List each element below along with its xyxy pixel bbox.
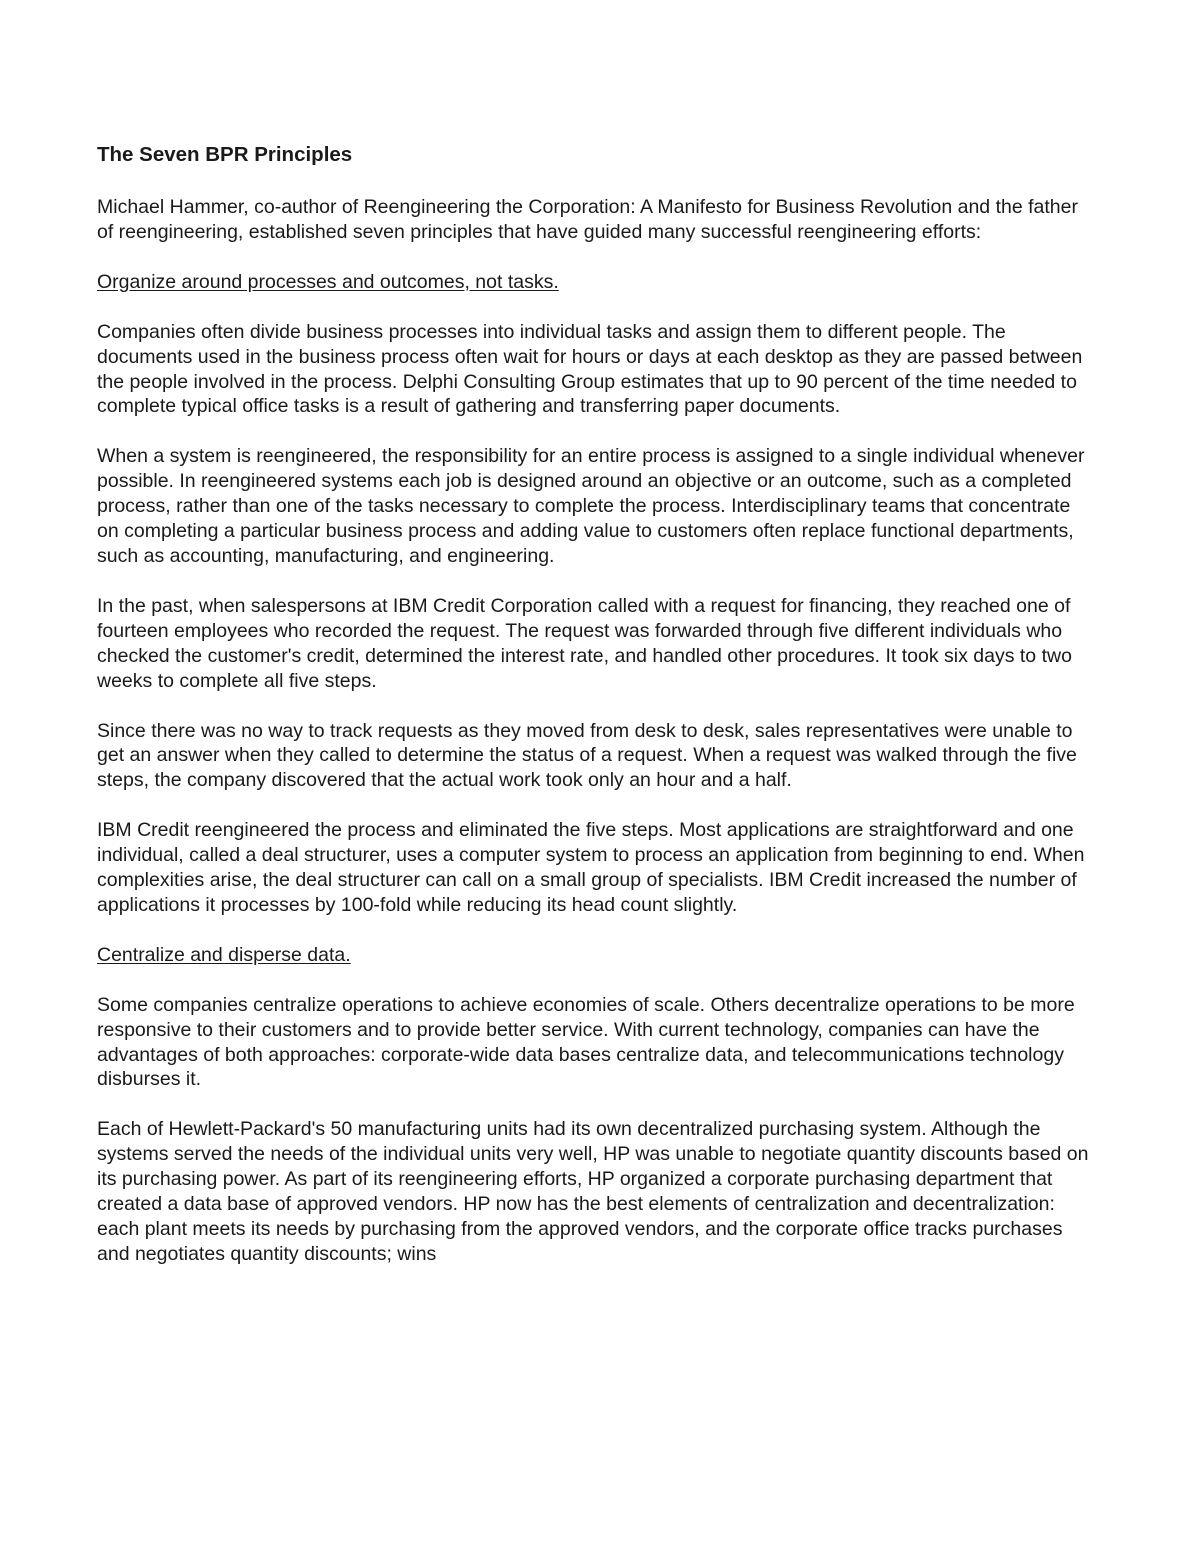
body-paragraph: Each of Hewlett-Packard's 50 manufacturing units had its own decentralized purchasing system. Although the systems served the needs of the individual units very well, HP was unable to negotiate quantity discounts based on its purchasing power. As part of its reengineering efforts, HP organized a corporate purchasing department that created a data base of approved vendors. HP now has the best elements of centralization and decentralization: each plant meets its needs by purchasing from the approved vendors, and the corporate office tracks purchases and negotiates quantity discounts; wins [97,1118,1089,1265]
document-page [97,142,1097,1292]
section-heading: Organize around processes and outcomes, not tasks. [97,270,559,293]
body-paragraph: Some companies centralize operations to achieve economies of scale. Others decentralize operations to be more responsive to their customers and to provide better service. With current technology, companies can have the advantages of both approaches: corporate-wide data bases centralize data, and telecommunications technology disburses it. [97,993,1075,1091]
document-title: The Seven BPR Principles [97,143,353,166]
body-paragraph: When a system is reengineered, the responsibility for an entire process is assigned to a single individual whenever possible. In reengineered systems each job is designed around an objective or an outcome, such as a completed process, rather than one of the tasks necessary to complete the process. Interdisciplinary teams that concentrate on completing a particular business process and adding value to customers often replace functional departments, such as accounting, manufacturing, and engineering. [97,445,1085,567]
intro-paragraph: Michael Hammer, co-author of Reengineering the Corporation: A Manifesto for Business Revolution and the father of reengineering, established seven principles that have guided many successful reengineering efforts: [97,196,1078,243]
section-heading: Centralize and disperse data. [97,943,351,966]
body-paragraph: Companies often divide business processes into individual tasks and assign them to different people. The documents used in the business process often wait for hours or days at each desktop as they are passed between the people involved in the process. Delphi Consulting Group estimates that up to 90 percent of the time needed to complete typical office tasks is a result of gathering and transferring paper documents. [97,320,1083,418]
body-paragraph: Since there was no way to track requests as they moved from desk to desk, sales representatives were unable to get an answer when they called to determine the status of a request. When a request was walked through the five steps, the company discovered that the actual work took only an hour and a half. [97,719,1077,792]
body-paragraph: IBM Credit reengineered the process and eliminated the five steps. Most applications are straightforward and one individual, called a deal structurer, uses a computer system to process an application from beginning to end. When complexities arise, the deal structurer can call on a small group of specialists. IBM Credit increased the number of applications it processes by 100-fold while reducing its head count slightly. [97,819,1085,916]
body-paragraph: In the past, when salespersons at IBM Credit Corporation called with a request for financing, they reached one of fourteen employees who recorded the request. The request was forwarded through five different individuals who checked the customer's credit, determined the interest rate, and handled other procedures. It took six days to two weeks to complete all five steps. [97,594,1072,692]
